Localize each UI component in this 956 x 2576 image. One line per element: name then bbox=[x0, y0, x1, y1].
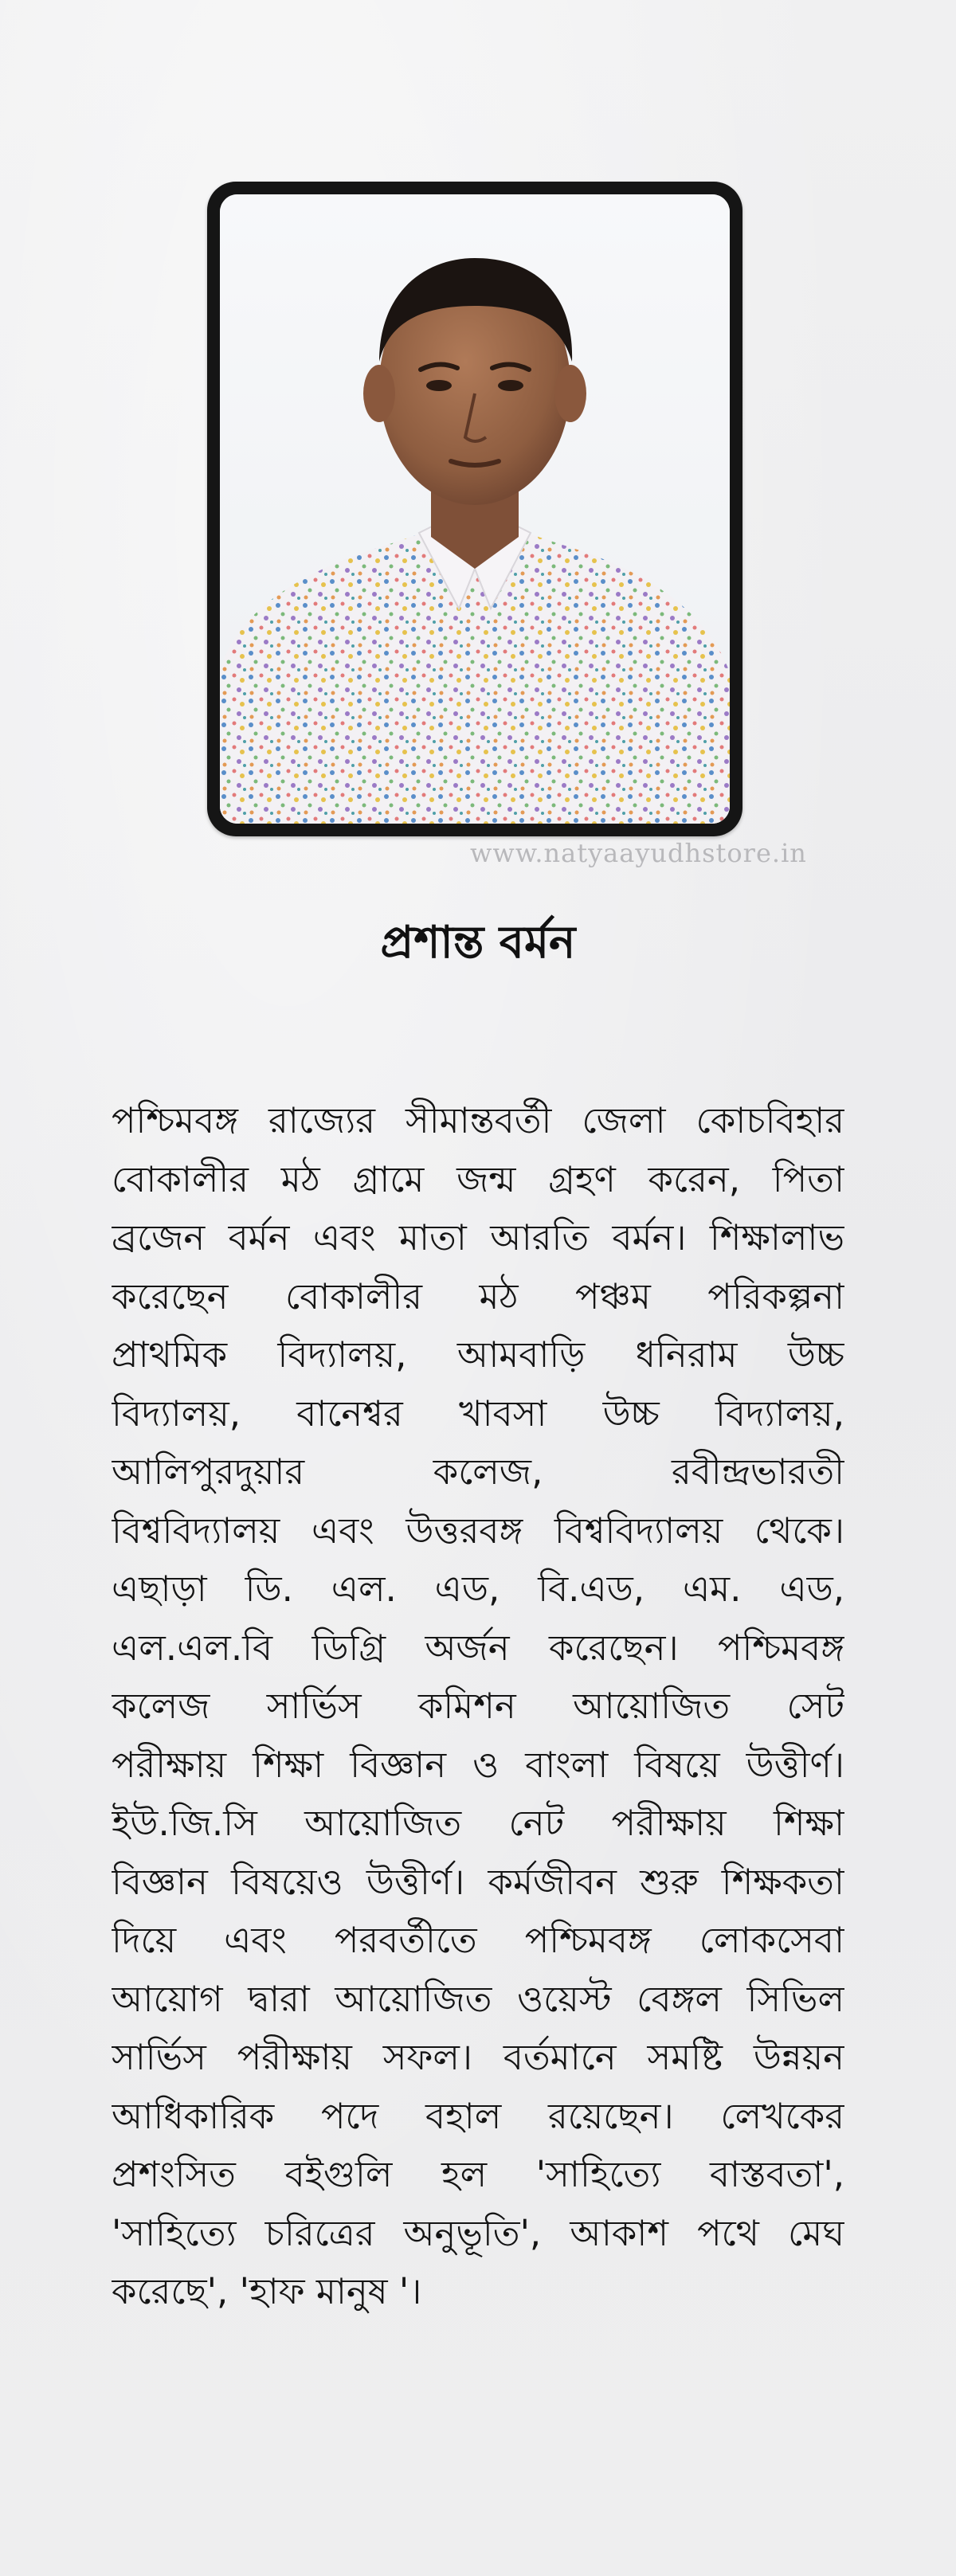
bio-line: বোকালীর মঠ গ্রামে জন্ম গ্রহণ করেন, পিতা bbox=[112, 1157, 844, 1200]
bio-line: এল.এল.বি ডিগ্রি অর্জন করেছেন। পশ্চিমবঙ্গ bbox=[112, 1626, 844, 1669]
author-biography bbox=[112, 1091, 844, 2321]
bio-line: এছাড়া ডি. এল. এড, বি.এড, এম. এড, bbox=[112, 1568, 844, 1610]
bio-line: বিদ্যালয়, বানেশ্বর খাবসা উচ্চ বিদ্যালয়, bbox=[112, 1392, 844, 1435]
bio-line: করেছেন বোকালীর মঠ পঞ্চম পরিকল্পনা bbox=[112, 1274, 844, 1317]
bio-line: আধিকারিক পদে বহাল রয়েছেন। লেখকের bbox=[112, 2094, 844, 2137]
bio-line: ব্রজেন বর্মন এবং মাতা আরতি বর্মন। শিক্ষালাভ bbox=[112, 1216, 844, 1259]
author-portrait-image bbox=[220, 194, 730, 824]
bio-line: বিশ্ববিদ্যালয় এবং উত্তরবঙ্গ বিশ্ববিদ্যালয় থেকে। bbox=[112, 1509, 844, 1552]
bio-line: প্রাথমিক বিদ্যালয়, আমবাড়ি ধনিরাম উচ্চ bbox=[112, 1333, 844, 1376]
bio-line: প্রশংসিত বইগুলি হল 'সাহিত্যে বাস্তবতা', bbox=[112, 2153, 844, 2195]
author-photo-frame bbox=[207, 182, 742, 836]
website-watermark: www.natyaayudhstore.in bbox=[470, 838, 807, 868]
bio-line: করেছে', 'হাফ মানুষ '। bbox=[112, 2270, 422, 2312]
bio-line: 'সাহিত্যে চরিত্রের অনুভূতি', আকাশ পথে মেঘ bbox=[112, 2211, 844, 2254]
bio-line: বিজ্ঞান বিষয়েও উত্তীর্ণ। কর্মজীবন শুরু শিক্ষকতা bbox=[112, 1860, 844, 1903]
bio-line: আয়োগ দ্বারা আয়োজিত ওয়েস্ট বেঙ্গল সিভিল bbox=[112, 1977, 844, 2020]
bio-line: আলিপুরদুয়ার কলেজ, রবীন্দ্রভারতী bbox=[112, 1450, 844, 1493]
author-photo bbox=[220, 194, 730, 824]
bio-line: পশ্চিমবঙ্গ রাজ্যের সীমান্তবর্তী জেলা কোচবিহার bbox=[112, 1099, 844, 1141]
bio-line: দিয়ে এবং পরবর্তীতে পশ্চিমবঙ্গ লোকসেবা bbox=[112, 1919, 844, 1961]
bio-line: পরীক্ষায় শিক্ষা বিজ্ঞান ও বাংলা বিষয়ে উত্তীর্ণ। bbox=[112, 1743, 844, 1786]
bio-line: কলেজ সার্ভিস কমিশন আয়োজিত সেট bbox=[112, 1685, 844, 1727]
bio-line: সার্ভিস পরীক্ষায় সফল। বর্তমানে সমষ্টি উন্নয়ন bbox=[112, 2036, 844, 2078]
author-name-heading: প্রশান্ত বর্মন bbox=[380, 917, 576, 969]
bio-line: ইউ.জি.সি আয়োজিত নেট পরীক্ষায় শিক্ষা bbox=[112, 1802, 844, 1844]
